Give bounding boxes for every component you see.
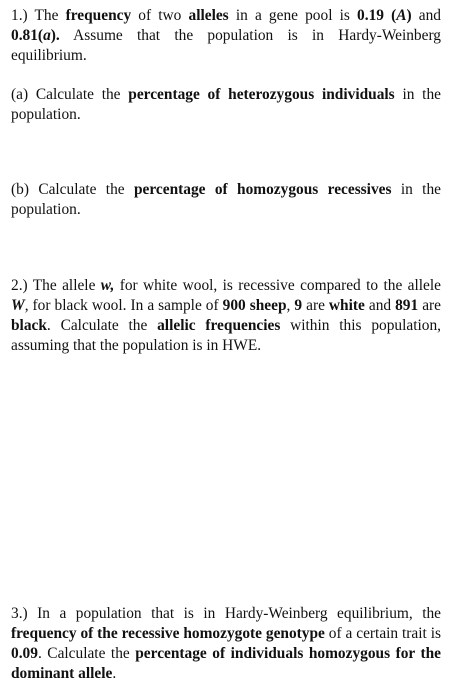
q3-text: . Calculate the <box>37 645 136 662</box>
q2-text: , for black wool. In a sample of <box>24 297 223 314</box>
q1-text: and <box>411 7 442 24</box>
q1a-term: percentage of heterozygous individuals <box>128 86 395 103</box>
q1-value-recessive-number: 0.81( <box>11 27 44 44</box>
question-1-part-a <box>11 85 441 125</box>
q1-paren-close: ) <box>406 7 412 24</box>
q2-allele-recessive: w, <box>100 277 115 294</box>
q2-text: 2.) The allele <box>11 277 101 294</box>
q3-text: of a certain trait is <box>324 625 441 642</box>
q1a-text: in the population. <box>11 86 441 123</box>
q1-paren-close-period: ). <box>50 27 60 44</box>
q1-term-alleles: alleles <box>188 7 229 24</box>
q2-white-label: white <box>328 297 365 314</box>
q2-black-count: 891 <box>395 297 419 314</box>
q1-value-dominant-number: 0.19 ( <box>357 7 397 24</box>
q1-allele-symbol-dominant: A <box>396 7 407 24</box>
question-1-part-b <box>11 180 441 220</box>
q1-value-recessive <box>11 27 60 44</box>
q3-value: 0.09 <box>11 645 38 662</box>
q2-black-label: black <box>11 317 47 334</box>
q1-text: in a gene pool is <box>228 7 358 24</box>
q2-text: within this population, assuming that the population is in HWE. <box>11 317 441 354</box>
q1-allele-symbol-recessive: a <box>43 27 51 44</box>
q2-text: are <box>418 297 442 314</box>
q2-text: . Calculate the <box>46 317 158 334</box>
q1-term-frequency: frequency <box>65 7 132 24</box>
q2-allele-dominant: W <box>11 297 25 314</box>
q2-white-count: 9 <box>294 297 303 314</box>
q1b-text: in the population. <box>11 181 441 218</box>
q3-text: 3.) In a population that is in Hardy-Weinberg equilibrium, the <box>11 605 441 622</box>
q2-text: are <box>302 297 329 314</box>
q1b-term: percentage of homozygous recessives <box>133 181 392 198</box>
question-2 <box>11 276 441 356</box>
q2-text: , <box>286 297 295 314</box>
q2-text: and <box>364 297 396 314</box>
q1-value-dominant <box>357 7 412 24</box>
q3-term-genotype-frequency: frequency of the recessive homozygote genotype <box>11 625 325 642</box>
q1b-text: (b) Calculate the <box>11 181 134 198</box>
q2-text: for white wool, is recessive compared to the allele <box>114 277 441 294</box>
q2-term-allelic-frequencies: allelic frequencies <box>157 317 281 334</box>
q3-text: . <box>112 665 117 682</box>
question-3 <box>11 604 441 684</box>
q2-sample-size: 900 sheep <box>222 297 287 314</box>
question-1-intro <box>11 6 441 66</box>
q1-text: Assume that the population is in Hardy-Weinberg equilibrium. <box>11 27 441 64</box>
q3-term-dominant-homozygous: percentage of individuals homozygous for the dominant allele <box>11 645 441 682</box>
q1a-text: (a) Calculate the <box>11 86 129 103</box>
q1-text: of two <box>131 7 189 24</box>
q1-text: 1.) The <box>11 7 66 24</box>
